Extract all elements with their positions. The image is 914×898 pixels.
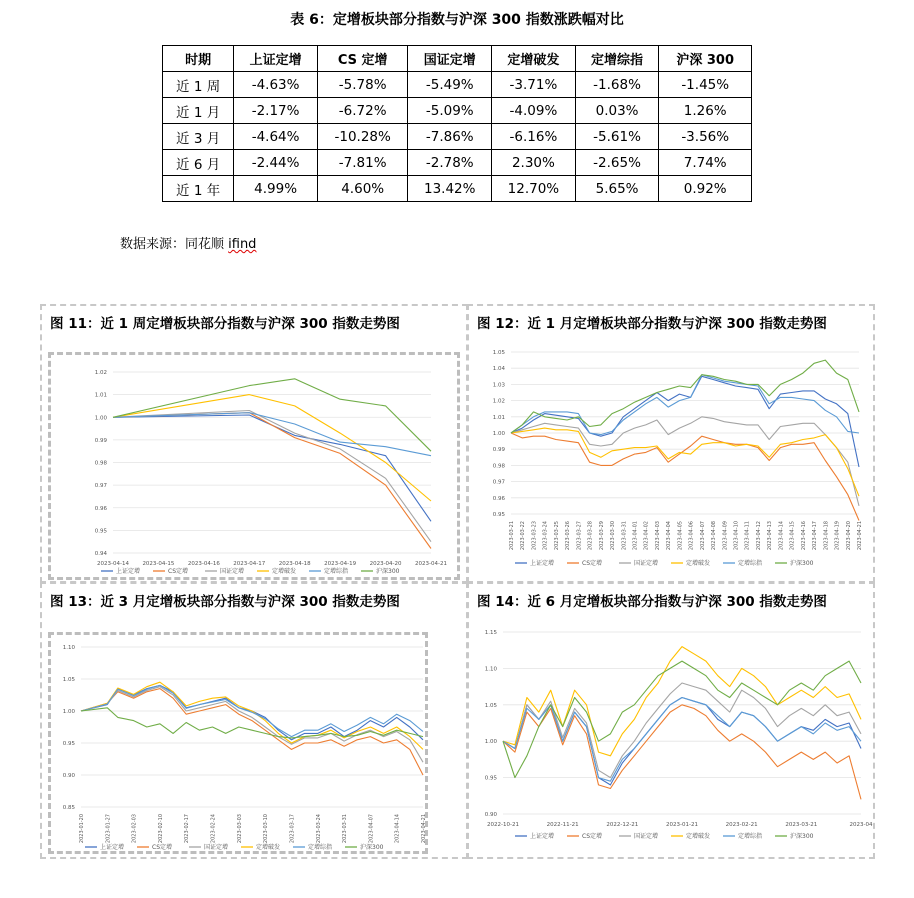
series-line — [113, 413, 431, 456]
figure-13-title: 图 13：近 3 月定增板块部分指数与沪深 300 指数走势图 — [50, 594, 400, 610]
table-cell: -4.09% — [492, 98, 576, 124]
table-cell: 13.42% — [408, 176, 492, 202]
table-row — [163, 98, 752, 124]
figure-12 — [467, 304, 875, 583]
header-cell: 时期 — [163, 46, 234, 72]
table-cell: -4.64% — [234, 124, 318, 150]
table-cell: -5.49% — [408, 72, 492, 98]
table-cell: -7.81% — [317, 150, 408, 176]
x-tick-label: 2023-04-07 — [368, 814, 375, 844]
legend-label: 上证定增 — [100, 844, 125, 851]
header-cell: 定增破发 — [492, 46, 576, 72]
table-cell: -6.72% — [317, 98, 408, 124]
x-tick-label: 2023-03-26 — [565, 521, 572, 551]
legend-label: 上证定增 — [530, 560, 555, 567]
y-tick-label: 0.90 — [62, 773, 75, 779]
x-tick-label: 2023-04-05 — [677, 521, 684, 551]
x-tick-label: 2023-04-19 — [834, 521, 841, 551]
y-tick-label: 0.94 — [94, 551, 107, 557]
figure-13 — [40, 582, 468, 859]
legend-label: 国证定增 — [634, 833, 659, 840]
y-tick-label: 1.00 — [94, 415, 107, 422]
legend-label: CS定增 — [582, 560, 602, 567]
x-tick-label: 2023-04-14 — [394, 814, 401, 844]
x-tick-label: 2023-04-08 — [711, 521, 718, 551]
y-tick-label: 0.97 — [492, 479, 505, 486]
y-tick-label: 0.95 — [62, 741, 75, 747]
y-tick-label: 0.95 — [94, 528, 107, 535]
y-tick-label: 1.02 — [492, 398, 505, 405]
table-title: 表 6：定增板块部分指数与沪深 300 指数涨跌幅对比 — [290, 12, 624, 28]
y-tick-label: 0.95 — [492, 512, 505, 518]
x-tick-label: 2023-03-25 — [553, 521, 560, 551]
table-cell: -4.63% — [234, 72, 318, 98]
table-row — [163, 72, 752, 98]
series-line — [511, 428, 859, 496]
x-tick-label: 2023-04-14 — [97, 561, 129, 567]
chart-1-month — [473, 340, 869, 578]
table-cell: -1.45% — [659, 72, 752, 98]
table-cell: 4.99% — [234, 176, 318, 202]
series-line — [113, 415, 431, 521]
y-tick-label: 1.01 — [94, 392, 107, 399]
table-cell: 0.92% — [659, 176, 752, 202]
x-tick-label: 2023-01-27 — [105, 814, 112, 844]
table-cell: 7.74% — [659, 150, 752, 176]
table-header-row — [163, 46, 752, 72]
table-cell: -2.44% — [234, 150, 318, 176]
x-tick-label: 2023-04-21 — [415, 561, 447, 567]
y-tick-label: 0.85 — [62, 805, 75, 811]
x-tick-label: 2023-04-10 — [733, 521, 740, 551]
y-tick-label: 1.10 — [62, 645, 75, 651]
legend-label: 沪深300 — [790, 833, 814, 840]
legend-label: 定增破发 — [686, 833, 711, 840]
table-cell: -5.78% — [317, 72, 408, 98]
y-tick-label: 1.05 — [492, 350, 505, 356]
chart-3-month — [48, 632, 428, 854]
y-tick-label: 0.97 — [94, 483, 107, 490]
figure-14 — [467, 582, 875, 859]
legend-label: CS定增 — [168, 568, 188, 575]
x-tick-label: 2023-04-14 — [778, 521, 785, 551]
x-tick-label: 2023-04-06 — [688, 521, 695, 551]
x-tick-label: 2022-11-21 — [546, 822, 579, 828]
series-line — [81, 682, 423, 749]
table-cell: -7.86% — [408, 124, 492, 150]
x-tick-label: 2023-03-21 — [785, 822, 818, 828]
x-tick-label: 2023-03-23 — [531, 521, 538, 551]
y-tick-label: 1.01 — [492, 414, 505, 421]
table-row — [163, 176, 752, 202]
x-tick-label: 2023-04-15 — [142, 561, 175, 567]
x-tick-label: 2023-04-21 — [421, 814, 427, 844]
table-cell: 近 1 年 — [163, 176, 234, 202]
x-tick-label: 2023-04-11 — [744, 521, 751, 551]
y-tick-label: 1.02 — [94, 370, 107, 376]
x-tick-label: 2023-04-12 — [755, 521, 762, 551]
series-line — [503, 647, 861, 756]
legend-label: CS定增 — [582, 833, 602, 840]
table-cell: -5.61% — [575, 124, 659, 150]
y-tick-label: 0.98 — [492, 463, 505, 470]
table-row — [163, 150, 752, 176]
x-tick-label: 2023-04-13 — [767, 521, 774, 551]
x-tick-label: 2023-04-09 — [722, 521, 729, 551]
table-cell: -6.16% — [492, 124, 576, 150]
series-line — [113, 411, 431, 542]
legend-label: 定增破发 — [256, 844, 281, 851]
table-cell: -10.28% — [317, 124, 408, 150]
x-tick-label: 2023-03-24 — [542, 521, 549, 551]
table-cell: -2.78% — [408, 150, 492, 176]
table-cell: 0.03% — [575, 98, 659, 124]
table-cell: 5.65% — [575, 176, 659, 202]
x-tick-label: 2023-02-03 — [131, 814, 138, 844]
legend-label: 国证定增 — [634, 560, 659, 567]
y-tick-label: 1.00 — [62, 709, 75, 715]
y-tick-label: 1.04 — [492, 366, 505, 373]
x-tick-label: 2023-04 — [849, 822, 873, 828]
table-cell: 近 6 月 — [163, 150, 234, 176]
table-cell: 近 1 月 — [163, 98, 234, 124]
x-tick-label: 2023-04-15 — [789, 521, 796, 551]
x-tick-label: 2023-04-20 — [845, 521, 852, 551]
legend-label: 定增综指 — [324, 568, 349, 575]
x-tick-label: 2023-04-16 — [800, 521, 807, 551]
y-tick-label: 0.96 — [492, 495, 505, 502]
legend-label: CS定增 — [152, 844, 172, 851]
x-tick-label: 2023-03-30 — [610, 521, 617, 551]
x-tick-label: 2023-02-21 — [725, 822, 758, 828]
y-tick-label: 1.05 — [62, 677, 75, 683]
x-tick-label: 2023-03-31 — [342, 814, 349, 844]
x-tick-label: 2023-04-20 — [369, 561, 402, 567]
table-row — [163, 124, 752, 150]
x-tick-label: 2023-04-07 — [699, 521, 706, 551]
legend-label: 定增综指 — [308, 844, 333, 851]
performance-table — [162, 45, 752, 202]
x-tick-label: 2023-03-03 — [236, 814, 243, 844]
x-tick-label: 2023-04-04 — [666, 521, 673, 551]
x-tick-label: 2023-02-10 — [157, 814, 164, 844]
series-line — [113, 413, 431, 549]
legend-label: 定增破发 — [686, 560, 711, 567]
table-cell: 12.70% — [492, 176, 576, 202]
x-tick-label: 2023-03-28 — [587, 521, 594, 551]
figure-11-title: 图 11：近 1 周定增板块部分指数与沪深 300 指数走势图 — [50, 316, 400, 332]
table-cell: -3.71% — [492, 72, 576, 98]
chart-6-month — [473, 620, 873, 854]
x-tick-label: 2023-03-27 — [576, 521, 583, 551]
table-cell: 近 3 月 — [163, 124, 234, 150]
legend-label: 定增综指 — [738, 560, 763, 567]
table-cell: -1.68% — [575, 72, 659, 98]
table-cell: -2.65% — [575, 150, 659, 176]
x-tick-label: 2023-03-22 — [520, 521, 527, 551]
series-line — [511, 360, 859, 433]
y-tick-label: 1.10 — [484, 666, 497, 673]
x-tick-label: 2023-01-20 — [79, 814, 85, 844]
source-prefix: 数据来源：同花顺 — [120, 237, 229, 252]
x-tick-label: 2023-04-02 — [643, 521, 650, 551]
table-cell: 4.60% — [317, 176, 408, 202]
y-tick-label: 1.00 — [492, 431, 505, 437]
x-tick-label: 2022-10-21 — [487, 822, 519, 828]
x-tick-label: 2023-04-01 — [632, 521, 639, 551]
x-tick-label: 2023-04-03 — [654, 521, 661, 551]
x-tick-label: 2023-03-17 — [289, 814, 296, 844]
legend-label: 定增综指 — [738, 833, 763, 840]
y-tick-label: 0.90 — [484, 812, 497, 818]
x-tick-label: 2022-12-21 — [606, 822, 639, 828]
x-tick-label: 2023-03-24 — [315, 814, 322, 844]
y-tick-label: 0.95 — [484, 775, 497, 782]
y-tick-label: 0.96 — [94, 505, 107, 512]
y-tick-label: 1.03 — [492, 382, 505, 389]
source-app-name: ifind — [228, 237, 257, 252]
table-cell: -5.09% — [408, 98, 492, 124]
table-cell: -3.56% — [659, 124, 752, 150]
header-cell: 定增综指 — [575, 46, 659, 72]
header-cell: CS 定增 — [317, 46, 408, 72]
x-tick-label: 2023-03-31 — [621, 521, 628, 551]
legend-label: 定增破发 — [272, 568, 297, 575]
y-tick-label: 0.99 — [492, 447, 505, 454]
x-tick-label: 2023-04-21 — [857, 521, 863, 551]
legend-label: 沪深300 — [790, 560, 814, 567]
legend-label: 国证定增 — [204, 844, 229, 851]
table-cell: 2.30% — [492, 150, 576, 176]
x-tick-label: 2023-01-21 — [666, 822, 698, 828]
x-tick-label: 2023-04-18 — [278, 561, 311, 567]
y-tick-label: 0.99 — [94, 437, 107, 444]
legend-label: 上证定增 — [116, 568, 141, 575]
table-cell: 近 1 周 — [163, 72, 234, 98]
table-cell: -2.17% — [234, 98, 318, 124]
series-line — [511, 433, 859, 521]
x-tick-label: 2023-03-21 — [509, 521, 515, 551]
header-cell: 上证定增 — [234, 46, 318, 72]
table-cell: 1.26% — [659, 98, 752, 124]
x-tick-label: 2023-04-19 — [324, 561, 357, 567]
chart-1-week — [48, 352, 460, 580]
legend-label: 上证定增 — [530, 833, 555, 840]
legend-label: 沪深300 — [376, 568, 400, 575]
legend-label: 沪深300 — [360, 844, 384, 851]
x-tick-label: 2023-04-16 — [187, 561, 220, 567]
legend-label: 国证定增 — [220, 568, 245, 575]
figure-14-title: 图 14：近 6 月定增板块部分指数与沪深 300 指数走势图 — [477, 594, 827, 610]
y-tick-label: 0.98 — [94, 460, 107, 467]
x-tick-label: 2023-03-10 — [263, 814, 270, 844]
x-tick-label: 2023-02-17 — [184, 814, 191, 844]
x-tick-label: 2023-04-17 — [233, 561, 266, 567]
y-tick-label: 1.05 — [484, 702, 497, 709]
data-source-note — [120, 233, 256, 252]
figure-11 — [40, 304, 468, 583]
y-tick-label: 1.15 — [484, 630, 497, 636]
x-tick-label: 2023-02-24 — [210, 814, 217, 844]
x-tick-label: 2023-04-17 — [812, 521, 819, 551]
x-tick-label: 2023-04-18 — [823, 521, 830, 551]
header-cell: 沪深 300 — [659, 46, 752, 72]
header-cell: 国证定增 — [408, 46, 492, 72]
y-tick-label: 1.00 — [484, 739, 497, 746]
figure-12-title: 图 12：近 1 月定增板块部分指数与沪深 300 指数走势图 — [477, 316, 827, 332]
x-tick-label: 2023-03-29 — [598, 521, 605, 551]
